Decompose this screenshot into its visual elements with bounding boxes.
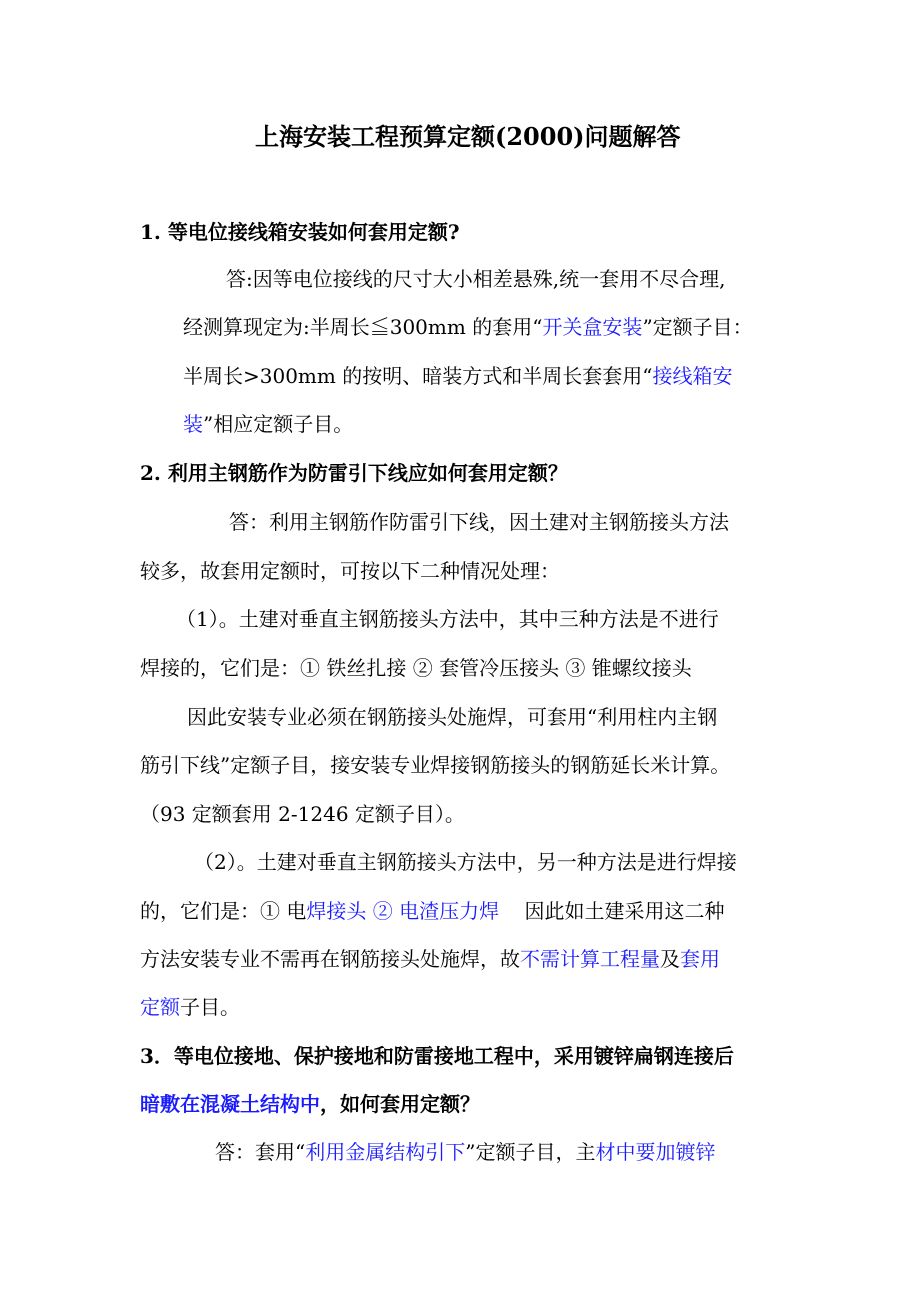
answer-2-line-3: （1）。土建对垂直主钢筋接头方法中，其中三种方法是不进行 — [176, 607, 719, 631]
text-span: 子目。 — [180, 995, 240, 1019]
highlight-span: 材中要加镀锌 — [595, 1140, 716, 1164]
text-span: ”定额子目，主 — [465, 1140, 596, 1164]
highlight-span: 利用金属结构引下 — [305, 1140, 466, 1164]
answer-2-line-10 — [140, 946, 720, 972]
answer-1-line-2 — [183, 314, 753, 340]
document-title: 上海安装工程预算定额(2000)问题解答 — [255, 122, 681, 151]
highlight-span: 接线箱安 — [652, 364, 733, 388]
answer-2-line-2: 较多，故套用定额时，可按以下二种情况处理： — [140, 559, 560, 583]
answer-1-line-4 — [183, 411, 353, 437]
answer-2-line-1: 答：利用主钢筋作防雷引下线，因土建对主钢筋接头方法 — [229, 510, 729, 534]
highlight-span: 开关盒安装 — [542, 315, 643, 339]
text-span: ”定额子目： — [642, 315, 753, 339]
answer-2-line-6: 筋引下线”定额子目，接安装专业焊接钢筋接头的钢筋延长米计算。 — [140, 753, 731, 777]
answer-3-line-1 — [215, 1139, 715, 1165]
text-span: 答：套用“ — [215, 1140, 306, 1164]
text-span: 因此如土建采用这二种 — [499, 899, 725, 923]
highlight-span: 不需计算工程量 — [520, 947, 660, 971]
question-3-line-2 — [140, 1091, 480, 1117]
answer-2-line-7: （93 定额套用 2-1246 定额子目）。 — [140, 802, 465, 826]
answer-2-line-5: 因此安装专业必须在钢筋接头处施焊，可套用“利用柱内主钢 — [187, 705, 718, 729]
answer-2-line-9 — [140, 898, 725, 924]
text-span: 经测算现定为:半周长≦300mm 的套用“ — [183, 315, 543, 339]
answer-2-line-4: 焊接的，它们是：① 铁丝扎接 ② 套管冷压接头 ③ 锥螺纹接头 — [140, 656, 692, 680]
text-span: 半周长>300mm 的按明、暗装方式和半周长套套用“ — [183, 364, 653, 388]
highlight-span: 暗敷在混凝土结构中 — [140, 1092, 320, 1116]
question-3-line-1: 3．等电位接地、保护接地和防雷接地工程中，采用镀锌扁钢连接后 — [140, 1044, 734, 1068]
answer-2-line-8: （2）。土建对垂直主钢筋接头方法中，另一种方法是进行焊接 — [194, 850, 737, 874]
answer-1-line-1: 答:因等电位接线的尺寸大小相差悬殊,统一套用不尽合理, — [226, 267, 726, 291]
text-span: ，如何套用定额？ — [320, 1092, 480, 1116]
highlight-span: 套用 — [680, 947, 720, 971]
answer-1-line-3 — [183, 363, 732, 389]
highlight-span: 焊接头 ② 电渣压力焊 — [306, 899, 500, 923]
answer-2-line-11 — [140, 994, 240, 1020]
question-2: 2. 利用主钢筋作为防雷引下线应如何套用定额？ — [140, 461, 568, 485]
text-span: 方法安装专业不需再在钢筋接头处施焊，故 — [140, 947, 520, 971]
text-span: 的，它们是：① 电 — [140, 899, 307, 923]
text-span: 及 — [660, 947, 680, 971]
highlight-span: 装 — [183, 412, 203, 436]
highlight-span: 定额 — [140, 995, 180, 1019]
question-1: 1. 等电位接线箱安装如何套用定额? — [140, 220, 460, 244]
text-span: ”相应定额子目。 — [203, 412, 354, 436]
